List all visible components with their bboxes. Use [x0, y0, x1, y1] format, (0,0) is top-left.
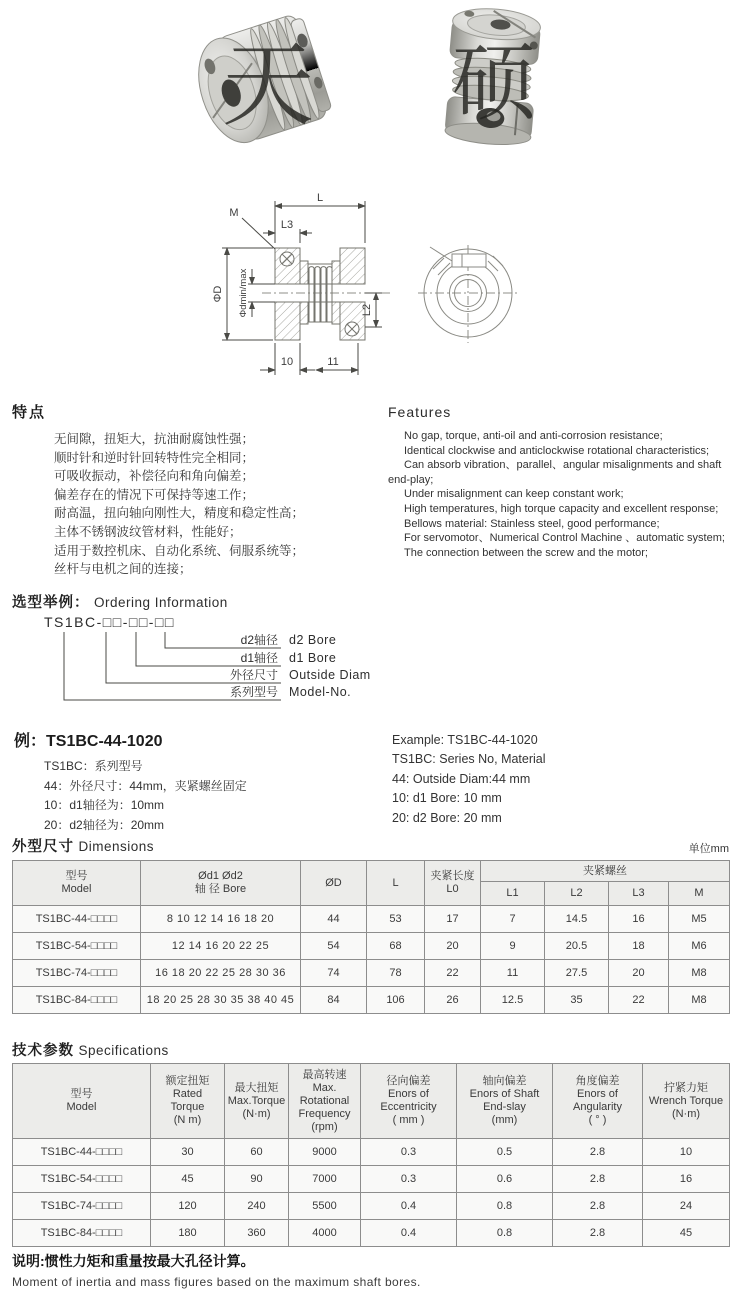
table-row: [13, 960, 730, 987]
example-cn-line: TS1BC：系列型号: [44, 759, 143, 773]
watermark-right: 硕: [451, 36, 537, 130]
dimensions-title-cn: 外型尺寸: [12, 839, 74, 855]
technical-drawing: [190, 185, 540, 397]
table-row: [13, 1139, 730, 1166]
features-cn-section: [12, 401, 377, 579]
model-cell: TS1BC-54-□□□□: [13, 1166, 151, 1193]
model-cell: TS1BC-84-□□□□: [13, 1220, 151, 1247]
model-cell: TS1BC-84-□□□□: [13, 987, 141, 1014]
product-photo-right: [430, 2, 558, 152]
value-cell: 0.3: [361, 1166, 457, 1193]
model-cell: TS1BC-74-□□□□: [13, 1193, 151, 1220]
dim-label-10: 10: [280, 356, 294, 368]
example-cn-line: 10：d1轴径为：10mm: [44, 798, 165, 812]
ordering-legend-en: d2 Bore: [289, 633, 337, 647]
value-cell: 11: [481, 960, 545, 987]
feature-cn-item: 丝杆与电机之间的连接；: [54, 562, 192, 577]
value-cell: 20: [425, 933, 481, 960]
feature-cn-item: 偏差存在的情况下可保持等速工作；: [54, 487, 255, 502]
features-cn-list: [54, 430, 377, 579]
value-cell: 0.5: [457, 1139, 553, 1166]
value-cell: 22: [425, 960, 481, 987]
value-cell: 35: [545, 987, 609, 1014]
product-photo-left: [180, 5, 350, 157]
value-cell: 0.6: [457, 1166, 553, 1193]
value-cell: 16: [609, 906, 669, 933]
value-cell: 4000: [289, 1220, 361, 1247]
value-cell: 45: [151, 1166, 225, 1193]
feature-cn-item: 可吸收振动，补偿径向和角向偏差；: [54, 469, 255, 484]
value-cell: 0.3: [361, 1139, 457, 1166]
value-cell: 54: [301, 933, 367, 960]
feature-en-item: The connection between the screw and the motor;: [404, 546, 648, 559]
value-cell: 90: [225, 1166, 289, 1193]
col-header-l1: L1: [481, 882, 545, 906]
value-cell: 240: [225, 1193, 289, 1220]
feature-en-item: Can absorb vibration、parallel、angular misalignments and shaft end-play;: [388, 459, 722, 486]
col-header-wrench-torque: 拧紧力矩 Wrench Torque (N·m): [643, 1064, 730, 1139]
features-en-list: [388, 429, 740, 560]
col-header-bore: Ød1 Ød2 轴 径 Bore: [141, 861, 301, 906]
value-cell: 24: [643, 1193, 730, 1220]
example-cn-line: 20：d2轴径为：20mm: [44, 817, 165, 832]
col-header-model: 型号 Model: [13, 1064, 151, 1139]
col-header-max-rpm: 最高转速 Max. Rotational Frequency (rpm): [289, 1064, 361, 1139]
example-en-line: 44: Outside Diam:44 mm: [392, 771, 531, 786]
feature-cn-item: 适用于数控机床、自动化系统、伺服系统等；: [54, 543, 305, 558]
ordering-title-en: Ordering Information: [93, 595, 228, 610]
features-en-section: [388, 404, 740, 560]
table-row: [13, 1220, 730, 1247]
ordering-legend-en: Outside Diam: [289, 668, 371, 682]
feature-en-item: No gap, torque, anti-oil and anti-corrosion resistance;: [404, 430, 663, 442]
col-header-l0: 夹紧长度 L0: [425, 861, 481, 906]
feature-en-item: For servomotor、Numerical Control Machine 、automatic system;: [404, 532, 725, 545]
model-cell: TS1BC-44-□□□□: [13, 1139, 151, 1166]
value-cell: 5500: [289, 1193, 361, 1220]
value-cell: 30: [151, 1139, 225, 1166]
ordering-title: [12, 591, 228, 612]
specs-title-row: [12, 1039, 169, 1060]
feature-cn-item: 主体不锈钢波纹管材料，性能好；: [54, 524, 242, 539]
value-cell: M8: [669, 987, 730, 1014]
model-cell: TS1BC-74-□□□□: [13, 960, 141, 987]
table-row: [13, 906, 730, 933]
bore-cell: 18 20 25 28 30 35 38 40 45: [141, 987, 301, 1014]
value-cell: 10: [643, 1139, 730, 1166]
dimensions-table: [12, 860, 730, 1014]
example-en-line: 20: d2 Bore: 20 mm: [392, 810, 502, 825]
value-cell: 180: [151, 1220, 225, 1247]
col-header-l3: L3: [609, 882, 669, 906]
model-cell: TS1BC-54-□□□□: [13, 933, 141, 960]
example-en-section: [392, 731, 732, 828]
dim-label-L3: L3: [280, 219, 294, 231]
value-cell: 0.4: [361, 1220, 457, 1247]
feature-en-item: Identical clockwise and anticlockwise rotational characteristics;: [404, 444, 710, 457]
value-cell: 53: [367, 906, 425, 933]
col-header-model: 型号 Model: [13, 861, 141, 906]
col-header-angularity: 角度偏差 Enors of Angularity ( ° ): [553, 1064, 643, 1139]
value-cell: 9: [481, 933, 545, 960]
value-cell: 45: [643, 1220, 730, 1247]
example-cn-lines: [44, 757, 374, 835]
dim-label-phi-d: ΦD: [212, 285, 224, 303]
feature-cn-item: 顺时针和逆时针回转特性完全相同；: [54, 450, 255, 465]
footer-note-cn: 说明:惯性力矩和重量按最大孔径计算。: [12, 1253, 255, 1269]
value-cell: 78: [367, 960, 425, 987]
value-cell: 120: [151, 1193, 225, 1220]
value-cell: 27.5: [545, 960, 609, 987]
features-en-title: Features: [388, 404, 452, 420]
watermark-left: 天: [221, 35, 315, 137]
bore-cell: 8 10 12 14 16 18 20: [141, 906, 301, 933]
dimensions-title-row: [12, 835, 729, 856]
value-cell: 106: [367, 987, 425, 1014]
table-row: [13, 933, 730, 960]
dim-label-L: L: [316, 192, 324, 204]
value-cell: 20.5: [545, 933, 609, 960]
col-header-rated-torque: 额定扭矩 Rated Torque (N m): [151, 1064, 225, 1139]
ordering-legend-cn: 系列型号: [229, 685, 278, 699]
col-header-m: M: [669, 882, 730, 906]
specs-title-en: Specifications: [78, 1043, 169, 1058]
bore-cell: 12 14 16 20 22 25: [141, 933, 301, 960]
value-cell: 18: [609, 933, 669, 960]
value-cell: 2.8: [553, 1166, 643, 1193]
footer-note-en: Moment of inertia and mass figures based on the maximum shaft bores.: [12, 1275, 421, 1289]
value-cell: 0.8: [457, 1220, 553, 1247]
ordering-legend-cn: d1轴径: [240, 651, 278, 665]
ordering-title-cn: 选型举例：: [12, 595, 90, 611]
feature-en-item: Under misalignment can keep constant work;: [404, 488, 624, 501]
dim-label-phi-dminmax: Φdmin/max: [238, 268, 249, 318]
specs-header-row: [13, 1064, 730, 1139]
bore-cell: 16 18 20 22 25 28 30 36: [141, 960, 301, 987]
specifications-table: [12, 1063, 730, 1247]
value-cell: 17: [425, 906, 481, 933]
ordering-legend-en: d1 Bore: [289, 651, 337, 665]
feature-cn-item: 耐高温，扭向轴向刚性大，精度和稳定性高；: [54, 506, 305, 521]
value-cell: 60: [225, 1139, 289, 1166]
ordering-diagram: [26, 610, 378, 710]
col-header-l2: L2: [545, 882, 609, 906]
ordering-legend-cn: 外径尺寸: [229, 668, 278, 682]
example-en-line: Example: TS1BC-44-1020: [392, 733, 538, 747]
ordering-legend-cn: d2轴径: [240, 633, 278, 647]
example-en-line: TS1BC: Series No, Material: [392, 752, 546, 767]
value-cell: 84: [301, 987, 367, 1014]
dim-label-11: 11: [327, 356, 339, 368]
features-cn-title: 特点: [12, 404, 47, 421]
col-header-clamp-screw-group: 夹紧螺丝: [481, 861, 730, 882]
ordering-model-code: TS1BC-□□-□□-□□: [44, 614, 175, 630]
example-cn-section: [14, 728, 374, 835]
value-cell: 2.8: [553, 1139, 643, 1166]
value-cell: M5: [669, 906, 730, 933]
value-cell: M6: [669, 933, 730, 960]
value-cell: 7000: [289, 1166, 361, 1193]
example-title: 例：TS1BC-44-1020: [14, 733, 163, 750]
value-cell: 0.4: [361, 1193, 457, 1220]
feature-en-item: Bellows material: Stainless steel, good performance;: [404, 517, 660, 530]
model-cell: TS1BC-44-□□□□: [13, 906, 141, 933]
feature-en-item: High temperatures, high torque capacity and excellent response;: [404, 502, 719, 515]
col-header-eccentricity: 径向偏差 Enors of Eccentricity ( mm ): [361, 1064, 457, 1139]
value-cell: 74: [301, 960, 367, 987]
value-cell: 26: [425, 987, 481, 1014]
value-cell: 16: [643, 1166, 730, 1193]
value-cell: 68: [367, 933, 425, 960]
feature-cn-item: 无间隙，扭矩大，抗油耐腐蚀性强；: [54, 432, 255, 446]
value-cell: 7: [481, 906, 545, 933]
value-cell: M8: [669, 960, 730, 987]
table-row: [13, 1193, 730, 1220]
col-header-end-play: 轴向偏差 Enors of Shaft End-slay (mm): [457, 1064, 553, 1139]
table-row: [13, 1166, 730, 1193]
col-header-max-torque: 最大扭矩 Max.Torque (N·m): [225, 1064, 289, 1139]
ordering-legend-en: Model-No.: [289, 685, 352, 699]
dimensions-header-row: [13, 861, 730, 882]
specs-title-cn: 技术参数: [12, 1043, 74, 1059]
value-cell: 0.8: [457, 1193, 553, 1220]
col-header-l: L: [367, 861, 425, 906]
value-cell: 44: [301, 906, 367, 933]
value-cell: 22: [609, 987, 669, 1014]
value-cell: 20: [609, 960, 669, 987]
dimensions-title-en: Dimensions: [78, 839, 154, 854]
value-cell: 12.5: [481, 987, 545, 1014]
dim-label-M: M: [229, 207, 239, 219]
example-en-line: 10: d1 Bore: 10 mm: [392, 791, 502, 806]
col-header-d: ØD: [301, 861, 367, 906]
value-cell: 14.5: [545, 906, 609, 933]
value-cell: 360: [225, 1220, 289, 1247]
unit-label: 单位mm: [688, 843, 729, 855]
value-cell: 2.8: [553, 1220, 643, 1247]
table-row: [13, 987, 730, 1014]
example-cn-line: 44：外径尺寸：44mm，夹紧螺丝固定: [44, 778, 247, 793]
value-cell: 2.8: [553, 1193, 643, 1220]
dim-label-L2: L2: [361, 303, 373, 317]
value-cell: 9000: [289, 1139, 361, 1166]
